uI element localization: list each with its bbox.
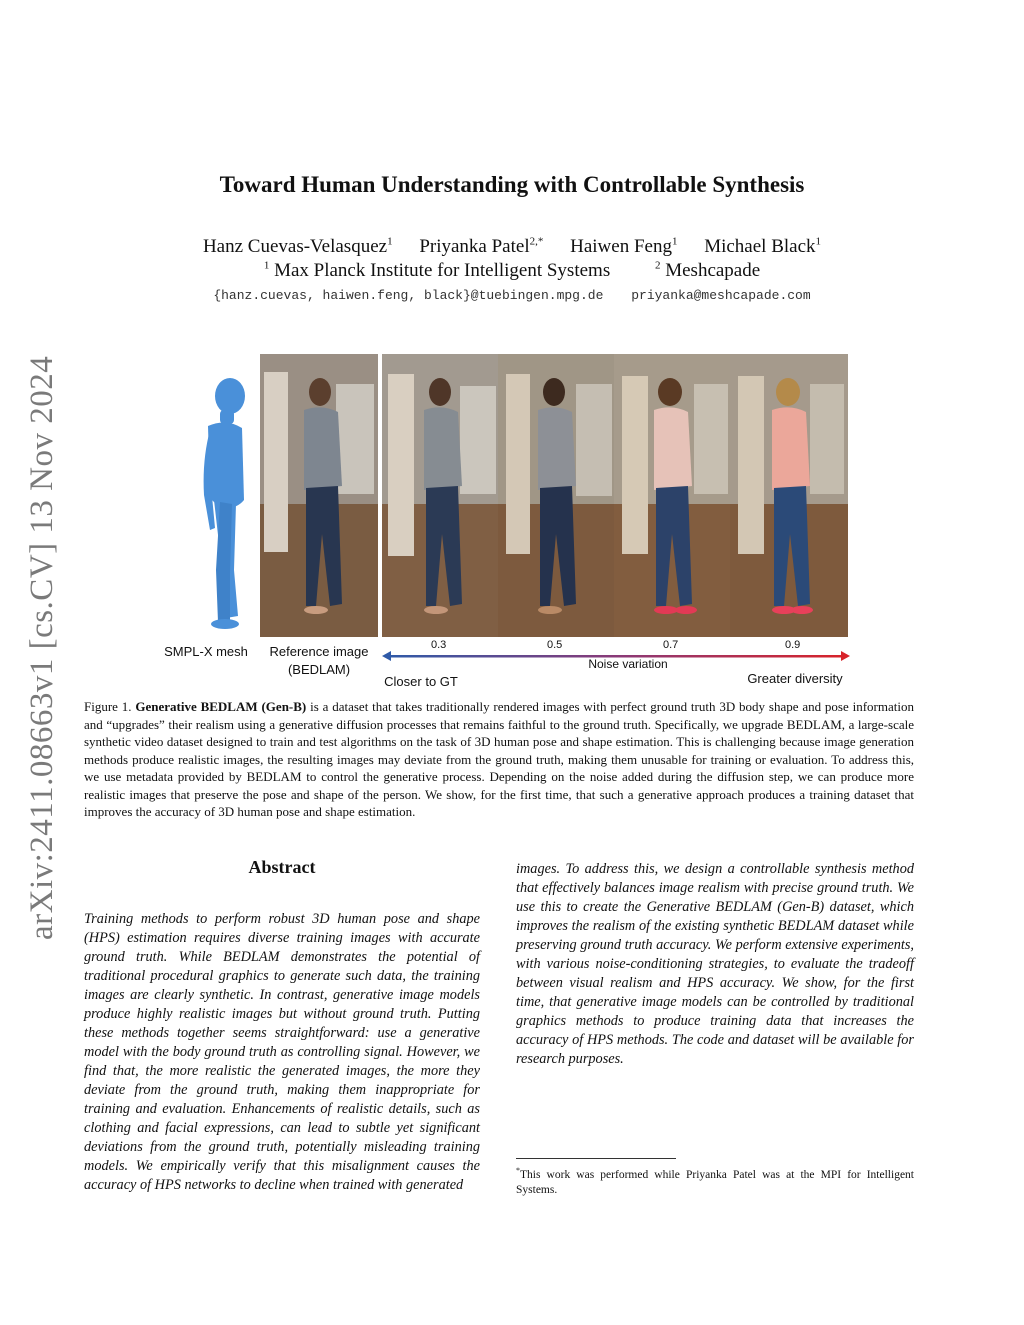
- reference-label-line1: Reference image: [269, 644, 369, 659]
- author: Hanz Cuevas-Velasquez$^1$: [202, 236, 393, 258]
- generated-image-0.3: [382, 354, 500, 637]
- email: priyanka@meshcapade.com: [631, 288, 811, 303]
- generated-image-0.9: [730, 354, 848, 637]
- noise-value-label: 0.7: [663, 639, 679, 651]
- teaser-figure: [150, 354, 850, 694]
- reference-label-line2: (BEDLAM): [287, 662, 351, 677]
- paper-title: Toward Human Understanding with Controllable Synthesis: [219, 172, 805, 197]
- abstract-text-left: Training methods to perform robust 3D human pose and shape (HPS) estimation requires diverse training images with accurate ground truth. While BEDLAM demonstrates the potential of traditional procedural graphics to generate such data, the training images are clearly synthetic. In contrast, generative image models produce highly realistic images but without ground truth. Putting these methods together seems straightforward: use a generative model with the body ground truth as controlling signal. However, we find that, the more realistic the generated images, the more they deviate from the ground truth, making them inappropriate for training and evaluation. Enhancements of realistic details, such as clothing and facial expressions, can lead to subtle yet significant deviations from the ground truth, potentially misleading training models. We empirically verify that this misalignment causes the accuracy of HPS networks to decline when trained with generated: [84, 911, 480, 1193]
- abstract-text-right: images. To address this, we design a controllable synthesis method that effectively balances image realism with precise ground truth. We use this to create the Generative BEDLAM (Gen-B) dataset, which improves the realism of the existing synthetic BEDLAM dataset while preserving ground truth accuracy. We perform extensive experiments, with various noise-conditioning strategies, to evaluate the tradeoff between visual realism and HPS accuracy. We show, for the first time, that generative image models can be controlled by traditional graphics methods to produce training data that increases the accuracy of HPS methods. The code and dataset will be available for research purposes.: [516, 861, 914, 1067]
- affiliation: $^1$ Max Planck Institute for Intelligent Systems: [263, 260, 611, 282]
- noise-value-label: 0.9: [785, 639, 801, 651]
- noise-value-label: 0.5: [547, 639, 563, 651]
- footnote-divider: [516, 1158, 676, 1159]
- email: {hanz.cuevas, haiwen.feng, black}@tuebingen.mpg.de: [213, 288, 604, 303]
- author: Haiwen Feng$^1$: [570, 236, 678, 258]
- affiliation-list: [0, 260, 1024, 282]
- abstract-heading: Abstract: [248, 857, 316, 877]
- noise-variation-label: Noise variation: [588, 657, 668, 671]
- affiliation: $^2$ Meshcapade: [654, 260, 761, 282]
- closer-to-gt-label: Closer to GT: [384, 674, 458, 689]
- generated-image-0.5: [498, 354, 616, 637]
- mesh-label: SMPL-X mesh: [164, 644, 248, 659]
- reference-image: [260, 354, 378, 637]
- email-list: [0, 288, 1024, 303]
- figure-caption: Figure 1. Generative BEDLAM (Gen-B) is a dataset that takes traditionally rendered images with perfect ground truth 3D body shape and pose information and “upgrades” their realism using a generative diffusion processes that remains faithful to the ground truth. Specifically, we upgrade BEDLAM, a large-scale synthetic video dataset designed to train and test algorithms on the task of 3D human pose and shape estimation. This is challenging because image generation methods produce realistic images, the resulting images may deviate from the ground truth, making them unusable for training or evaluation. To address this, we use metadata provided by BEDLAM to control the generative process. Depending on the noise added during the diffusion step, we can produce more realistic images that preserve the pose and shape of the person. We show, for the first time, that such a generative approach produces a training dataset that improves the accuracy of 3D human pose and shape estimation.: [84, 699, 914, 819]
- smplx-mesh-image: [180, 370, 250, 632]
- author-list: [0, 236, 1024, 258]
- generated-image-0.7: [614, 354, 732, 637]
- footnote: *This work was performed while Priyanka Patel was at the MPI for Intelligent Systems.: [516, 1166, 914, 1196]
- arxiv-identifier: arXiv:2411.08663v1 [cs.CV] 13 Nov 2024: [24, 355, 60, 940]
- author: Michael Black$^1$: [704, 236, 822, 258]
- author: Priyanka Patel$^{2,*}$: [419, 236, 544, 258]
- greater-diversity-label: Greater diversity: [747, 671, 843, 686]
- noise-value-label: 0.3: [431, 639, 447, 651]
